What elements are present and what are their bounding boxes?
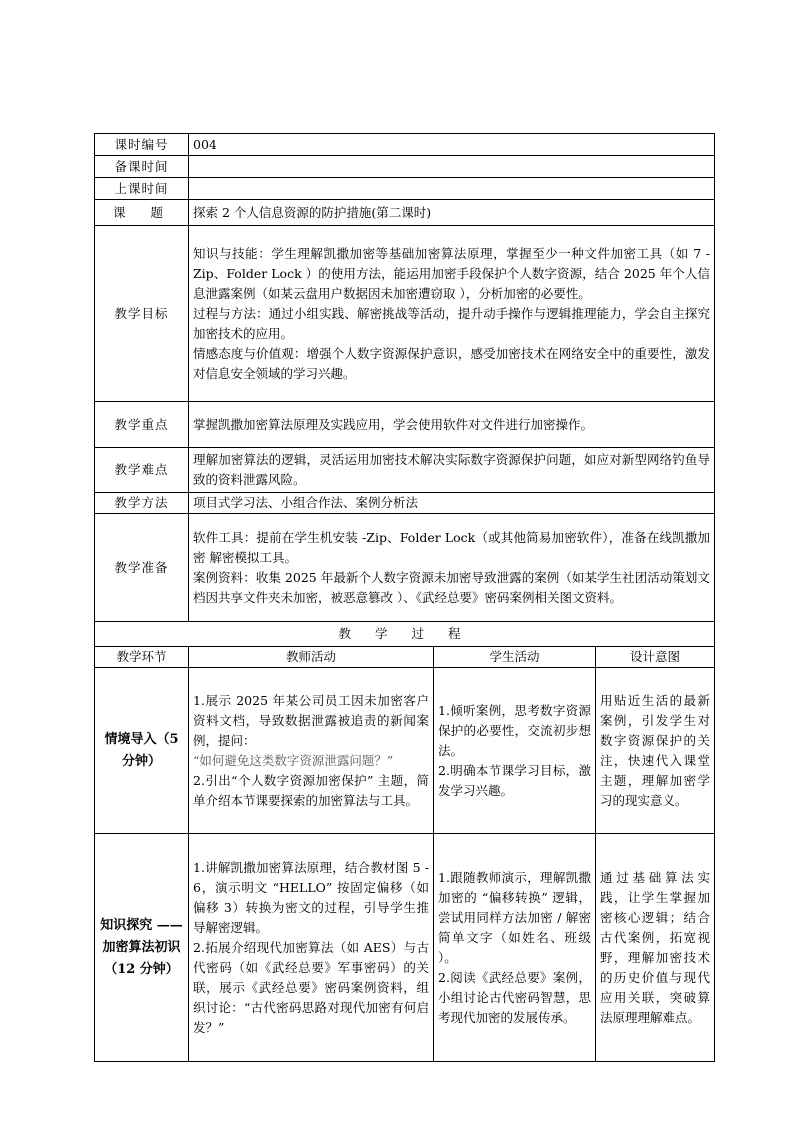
value-objectives bbox=[189, 226, 715, 402]
row-lesson-number bbox=[95, 134, 715, 156]
teacher-question: “如何避免这类数字资源泄露问题？” bbox=[193, 752, 394, 768]
student-step: 2.阅读《武经总要》案例，小组讨论古代密码智慧，思考现代加密的发展传承。 bbox=[438, 969, 591, 1025]
row-prep-time bbox=[95, 156, 715, 178]
row-difficulties bbox=[95, 448, 715, 493]
teacher-step: 2.引出“个人数字资源加密保护” 主题，简单介绍本节课要探索的加密算法与工具。 bbox=[193, 772, 429, 808]
stage-intro: 情境导入（5 分钟） bbox=[95, 668, 189, 834]
row-preparation bbox=[95, 514, 715, 622]
label-lesson-number: 课时编号 bbox=[95, 134, 189, 156]
label-preparation: 教学准备 bbox=[95, 514, 189, 622]
row-objectives bbox=[95, 226, 715, 402]
label-prep-time: 备课时间 bbox=[95, 156, 189, 178]
teacher-activity-explore bbox=[189, 834, 434, 1062]
design-intent-explore: 通过基础算法实践，让学生掌握加密核心逻辑；结合古代案例，拓宽视野，理解加密技术的历史价值与现代应用关联，突破算法原理理解难点。 bbox=[596, 834, 715, 1062]
label-class-time: 上课时间 bbox=[95, 178, 189, 200]
value-methods: 项目式学习法、小组合作法、案例分析法 bbox=[189, 493, 715, 514]
row-process-headers bbox=[95, 647, 715, 668]
header-intent: 设计意图 bbox=[596, 647, 715, 668]
label-key-points: 教学重点 bbox=[95, 402, 189, 448]
row-key-points bbox=[95, 402, 715, 448]
process-title: 教 学 过 程 bbox=[95, 622, 715, 647]
lesson-plan-table bbox=[94, 133, 715, 1062]
teacher-step: 2.拓展介绍现代加密算法（如 AES）与古代密码（如《武经总要》军事密码）的关联，展示《武经总要》密码案例资料，组织讨论：“古代密码思路对现代加密有何启发？” bbox=[193, 939, 429, 1035]
value-difficulties: 理解加密算法的逻辑，灵活运用加密技术解决实际数字资源保护问题，如应对新型网络钓鱼导致的资料泄露风险。 bbox=[189, 448, 715, 493]
objective-knowledge: 知识与技能：学生理解凯撒加密等基础加密算法原理，掌握至少一种文件加密工具（如 7 - Zip、Folder Lock ）的使用方法，能运用加密手段保护个人数字资源，结合 2025 年个人信息泄露案例（如某云盘用户数据因未加密遭窃取 ），分析加密的必要性。 bbox=[193, 245, 710, 301]
process-row-intro bbox=[95, 668, 715, 834]
preparation-cases: 案例资料：收集 2025 年最新个人数字资源未加密导致泄露的案例（如某学生社团活动策划文档因共享文件夹未加密，被恶意篡改 ）、《武经总要》密码案例相关图文资料。 bbox=[193, 569, 710, 605]
lesson-plan bbox=[94, 133, 714, 1062]
value-class-time bbox=[189, 178, 715, 200]
label-methods: 教学方法 bbox=[95, 493, 189, 514]
preparation-software: 软件工具：提前在学生机安装 -Zip、Folder Lock（或其他简易加密软件），准备在线凯撒加密 解密模拟工具。 bbox=[193, 529, 710, 565]
teacher-activity-intro bbox=[189, 668, 434, 834]
design-intent-intro: 用贴近生活的最新案例，引发学生对数字资源保护的关注，快速代入课堂主题，理解加密学习的现实意义。 bbox=[596, 668, 715, 834]
label-topic: 课 题 bbox=[95, 200, 189, 226]
header-student: 学生活动 bbox=[434, 647, 596, 668]
student-step: 2.明确本节课学习目标，激发学习兴趣。 bbox=[438, 762, 591, 798]
value-lesson-number: 004 bbox=[189, 134, 715, 156]
row-class-time bbox=[95, 178, 715, 200]
row-topic bbox=[95, 200, 715, 226]
row-methods bbox=[95, 493, 715, 514]
label-objectives: 教学目标 bbox=[95, 226, 189, 402]
objective-process: 过程与方法：通过小组实践、解密挑战等活动，提升动手操作与逻辑推理能力，学会自主探究加密技术的应用。 bbox=[193, 305, 710, 341]
value-preparation bbox=[189, 514, 715, 622]
process-row-explore bbox=[95, 834, 715, 1062]
value-prep-time bbox=[189, 156, 715, 178]
header-stage: 教学环节 bbox=[95, 647, 189, 668]
student-step: 1.倾听案例，思考数字资源保护的必要性，交流初步想法。 bbox=[438, 702, 591, 758]
header-teacher: 教师活动 bbox=[189, 647, 434, 668]
teacher-step: 1.讲解凯撒加密算法原理，结合教材图 5 - 6，演示明文 “HELLO” 按固定偏移（如偏移 3）转换为密文的过程，引导学生推导解密逻辑。 bbox=[193, 859, 429, 935]
student-activity-explore bbox=[434, 834, 596, 1062]
label-difficulties: 教学难点 bbox=[95, 448, 189, 493]
value-key-points: 掌握凯撒加密算法原理及实践应用，学会使用软件对文件进行加密操作。 bbox=[189, 402, 715, 448]
student-step: 1.跟随教师演示，理解凯撒加密的 “偏移转换” 逻辑，尝试用同样方法加密 / 解密简单文字（如姓名、班级 ）。 bbox=[438, 869, 591, 965]
objective-attitude: 情感态度与价值观：增强个人数字资源保护意识，感受加密技术在网络安全中的重要性，激发对信息安全领域的学习兴趣。 bbox=[193, 345, 710, 381]
row-process-title bbox=[95, 622, 715, 647]
stage-explore: 知识探究 —— 加密算法初识（12 分钟） bbox=[95, 834, 189, 1062]
student-activity-intro bbox=[434, 668, 596, 834]
teacher-step: 1.展示 2025 年某公司员工因未加密客户资料文档，导致数据泄露被追责的新闻案例，提问： bbox=[193, 692, 429, 748]
value-topic: 探索 2 个人信息资源的防护措施(第二课时) bbox=[189, 200, 715, 226]
